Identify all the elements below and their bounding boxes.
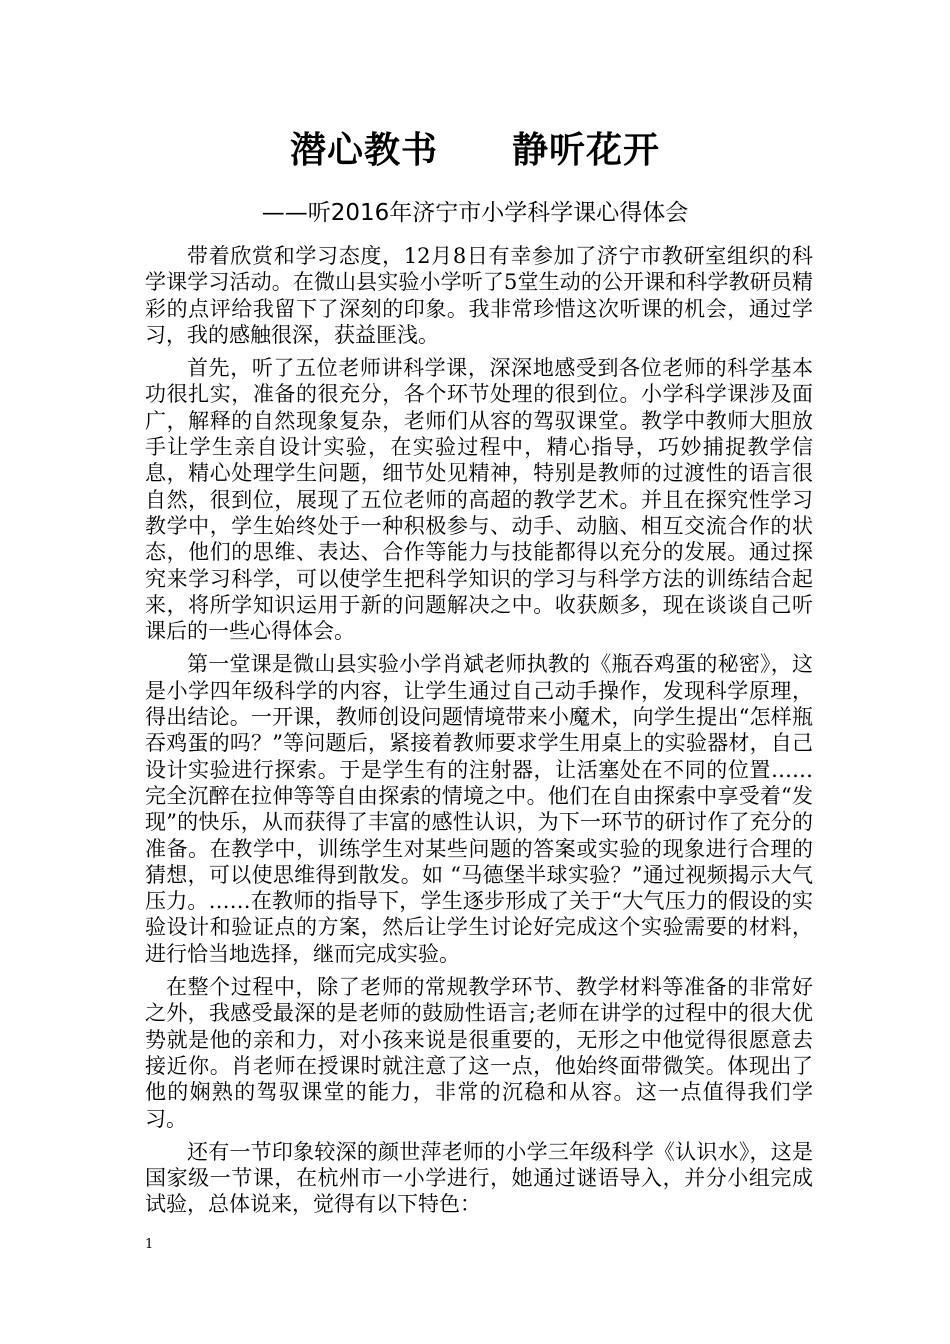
paragraph-second-lesson: 还有一节印象较深的颜世萍老师的小学三年级科学《认识水》，这是国家级一节课，在杭州市一小学进行，她通过谜语导入，并分小组完成试验，总体说来，觉得有以下特色： <box>145 1139 813 1217</box>
document-title: 潜心教书 静听花开 <box>289 130 660 171</box>
paragraph-intro: 带着欣赏和学习态度，12月8日有幸参加了济宁市教研室组织的科学课学习活动。在微山县实验小学听了5堂生动的公开课和科学教研员精彩的点评给我留下了深刻的印象。我非常珍惜这次听课的机会，通过学习，我的感触很深，获益匪浅。 <box>145 244 813 347</box>
document-subtitle: ——听2016年济宁市小学科学课心得体会 <box>261 200 689 226</box>
paragraph-teacher-language: 在整个过程中，除了老师的常规教学环节、教学材料等准备的非常好之外，我感受最深的是老师的鼓励性语言;老师在讲学的过程中的很大优势就是他的亲和力，对小孩来说是很重要的，无形之中他觉得很愿意去接近你。肖老师在授课时就注意了这一点，他始终面带微笑。体现出了他的娴熟的驾驭课堂的能力，非常的沉稳和从容。这一点值得我们学习。 <box>145 975 813 1131</box>
page-number: 1 <box>145 1237 154 1252</box>
paragraph-first-lesson: 第一堂课是微山县实验小学肖斌老师执教的《瓶吞鸡蛋的秘密》，这是小学四年级科学的内容，让学生通过自己动手操作，发现科学原理，得出结论。一开课，教师创设问题情境带来小魔术，向学生提出“怎样瓶吞鸡蛋的吗？”等问题后，紧接着教师要求学生用桌上的实验器材，自己设计实验进行探索。于是学生有的注射器，让活塞处在不同的位置……完全沉醉在拉伸等等自由探索的情境之中。他们在自由探索中享受着“发现”的快乐，从而获得了丰富的感性认识，为下一环节的研讨作了充分的准备。在教学中，训练学生对某些问题的答案或实验的现象进行合理的猜想，可以使思维得到散发。如 “马德堡半球实验？”通过视频揭示大气压力。……在教师的指导下，学生逐步形成了关于“大气压力的假设的实验设计和验证点的方案，然后让学生讨论好完成这个实验需要的材料，进行恰当地选择，继而完成实验。 <box>145 652 813 966</box>
paragraph-first-impressions: 首先，听了五位老师讲科学课，深深地感受到各位老师的科学基本功很扎实，准备的很充分，各个环节处理的很到位。小学科学课涉及面广，解释的自然现象复杂，老师们从容的驾驭课堂。教学中教师大胆放手让学生亲自设计实验，在实验过程中，精心指导，巧妙捕捉教学信息，精心处理学生问题，细节处见精神，特别是教师的过渡性的语言很自然，很到位，展现了五位老师的高超的教学艺术。并且在探究性学习教学中，学生始终处于一种积极参与、动手、动脑、相互交流合作的状态，他们的思维、表达、合作等能力与技能都得以充分的发展。通过探究来学习科学，可以使学生把科学知识的学习与科学方法的训练结合起来，将所学知识运用于新的问题解决之中。收获颇多，现在谈谈自己听课后的一些心得体会。 <box>145 356 813 644</box>
document-body <box>145 243 813 1225</box>
